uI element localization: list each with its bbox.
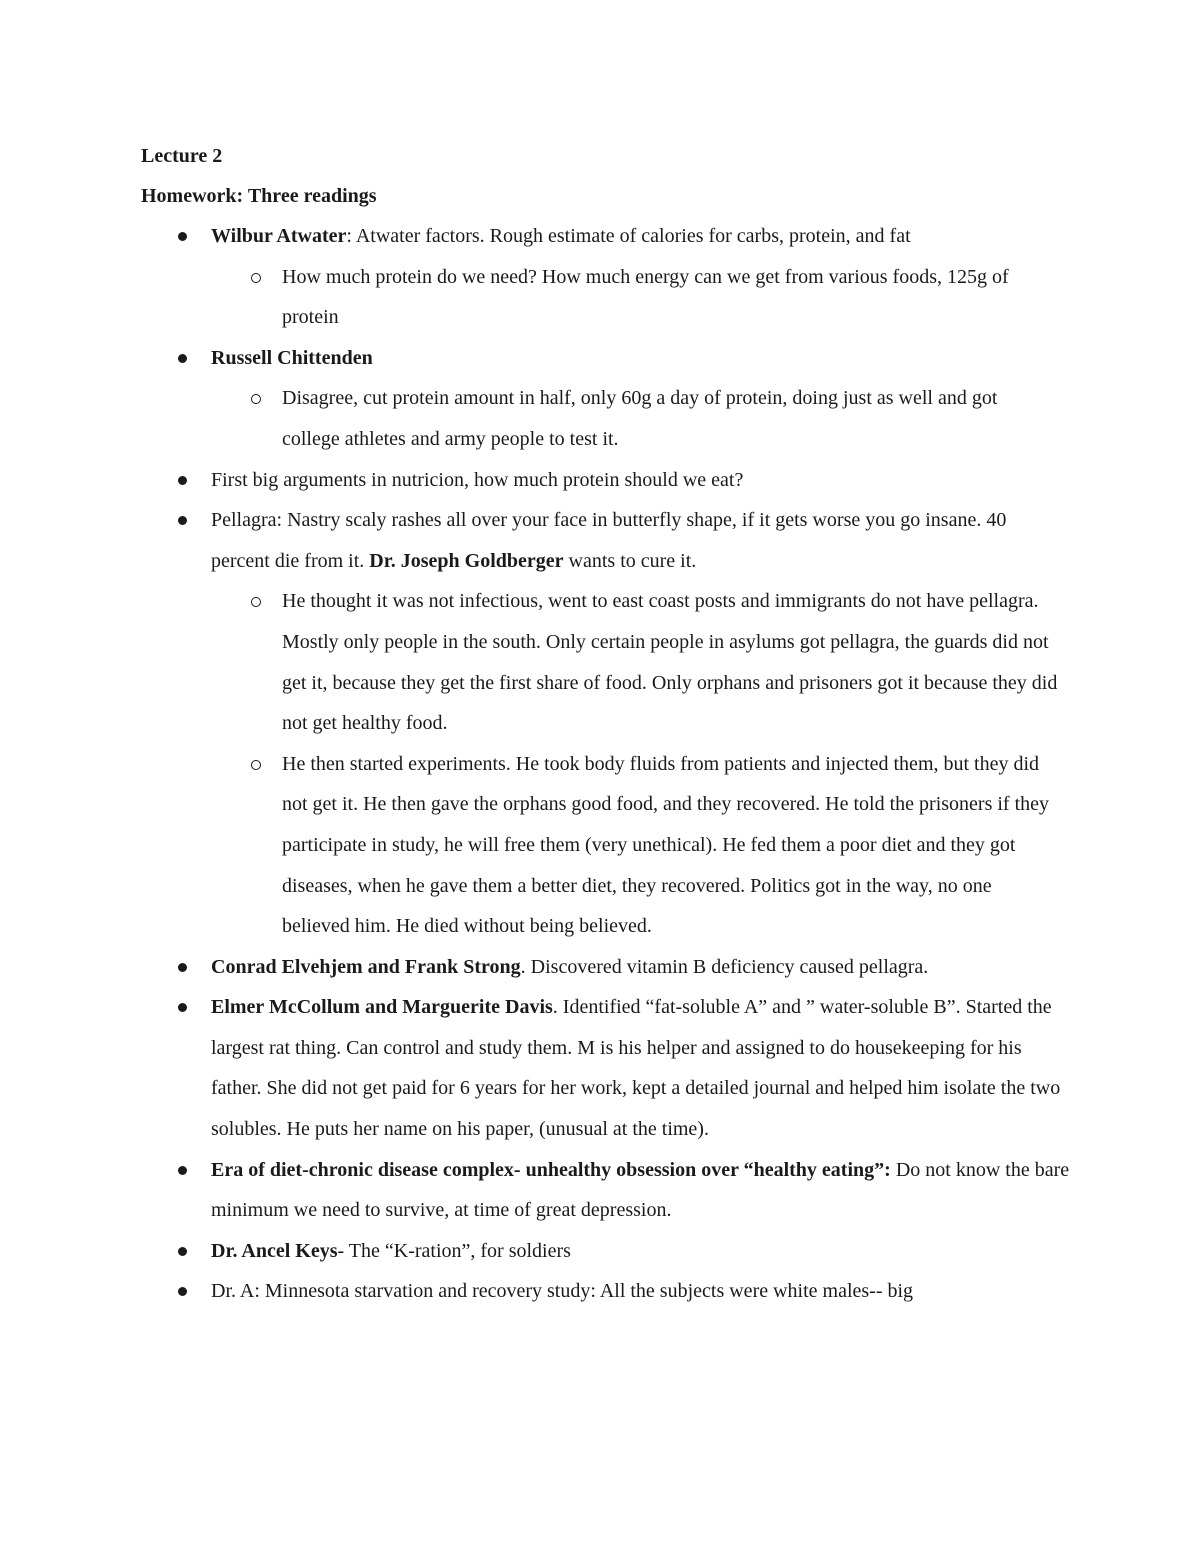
bullet-icon xyxy=(178,1166,187,1175)
lecture-title: Lecture 2 xyxy=(141,145,223,167)
person-name: Dr. Ancel Keys xyxy=(211,1239,338,1262)
sub-list xyxy=(211,581,1070,946)
item-text: Pellagra: Nastry scaly rashes all over your face in butterfly shape, if it gets worse you go insane. 40 percent die from it. xyxy=(211,509,1007,572)
hollow-bullet-icon xyxy=(251,273,261,283)
sub-list-item xyxy=(211,378,1070,459)
list-item xyxy=(0,987,1200,1149)
list-item xyxy=(0,1271,1200,1312)
bullet-icon xyxy=(178,516,187,525)
era-heading: Era of diet-chronic disease complex- unhealthy obsession over “healthy eating”: xyxy=(211,1158,891,1181)
list-item xyxy=(0,460,1200,501)
bullet-icon xyxy=(178,476,187,485)
list-item xyxy=(0,947,1200,988)
item-text: . Identified “fat-soluble A” and ” water-soluble B”. Started the largest rat thing. Can control and study them. M is his helper and assigned to do housekeeping for his father. She did not get paid for 6 years for her work, kept a detailed journal and helped him isolate the two solubles. He puts her name on his paper, (unusual at the time). xyxy=(211,996,1061,1141)
list-item xyxy=(0,216,1200,338)
bullet-icon xyxy=(178,232,187,241)
bullet-icon xyxy=(178,1003,187,1012)
item-text: : Atwater factors. Rough estimate of calories for carbs, protein, and fat xyxy=(346,225,911,247)
list-item xyxy=(0,500,1200,947)
list-item xyxy=(0,1231,1200,1272)
sub-list-item xyxy=(211,581,1070,743)
person-name: Russell Chittenden xyxy=(211,346,373,369)
hollow-bullet-icon xyxy=(251,394,261,404)
bullet-icon xyxy=(178,1287,187,1296)
sub-list-item xyxy=(211,257,1070,338)
hollow-bullet-icon xyxy=(251,760,261,770)
bullet-icon xyxy=(178,963,187,972)
sub-list-item xyxy=(211,744,1070,947)
list-item xyxy=(0,338,1200,460)
homework-heading: Homework: Three readings xyxy=(141,185,377,207)
item-text: - The “K-ration”, for soldiers xyxy=(337,1239,571,1262)
bullet-icon xyxy=(178,354,187,363)
list-item xyxy=(0,1150,1200,1231)
notes-list xyxy=(0,216,1200,1312)
person-name: Conrad Elvehjem and Frank Strong xyxy=(211,955,521,978)
person-name: Elmer McCollum and Marguerite Davis xyxy=(211,996,553,1019)
sub-list xyxy=(211,257,1070,338)
item-text: . Discovered vitamin B deficiency caused pellagra. xyxy=(520,955,929,978)
person-name: Wilbur Atwater xyxy=(211,225,347,247)
sub-list xyxy=(211,378,1070,459)
bullet-icon xyxy=(178,1247,187,1256)
item-text: First big arguments in nutricion, how much protein should we eat? xyxy=(211,468,744,491)
item-text: wants to cure it. xyxy=(563,549,697,572)
person-name: Dr. Joseph Goldberger xyxy=(369,549,564,572)
sub-item-text: How much protein do we need? How much energy can we get from various foods, 125g of protein xyxy=(282,265,1009,329)
item-text: Do not know the bare minimum we need to survive, at time of great depression. xyxy=(211,1158,1070,1222)
hollow-bullet-icon xyxy=(251,597,261,607)
sub-item-text: He then started experiments. He took body fluids from patients and injected them, but they did not get it. He then gave the orphans good food, and they recovered. He told the prisoners if they participate in study, he will free them (very unethical). He fed them a poor diet and they got diseases, when he gave them a better diet, they recovered. Politics got in the way, no one believed him. He died without being believed. xyxy=(282,752,1050,938)
sub-item-text: Disagree, cut protein amount in half, only 60g a day of protein, doing just as well and got college athletes and army people to test it. xyxy=(282,387,998,450)
sub-item-text: He thought it was not infectious, went to east coast posts and immigrants do not have pellagra. Mostly only people in the south. Only certain people in asylums got pellagra, the guards did not get it, because they get the first share of food. Only orphans and prisoners got it because they did not get healthy food. xyxy=(282,590,1058,735)
item-text: Dr. A: Minnesota starvation and recovery study: All the subjects were white males-- big xyxy=(211,1280,914,1303)
